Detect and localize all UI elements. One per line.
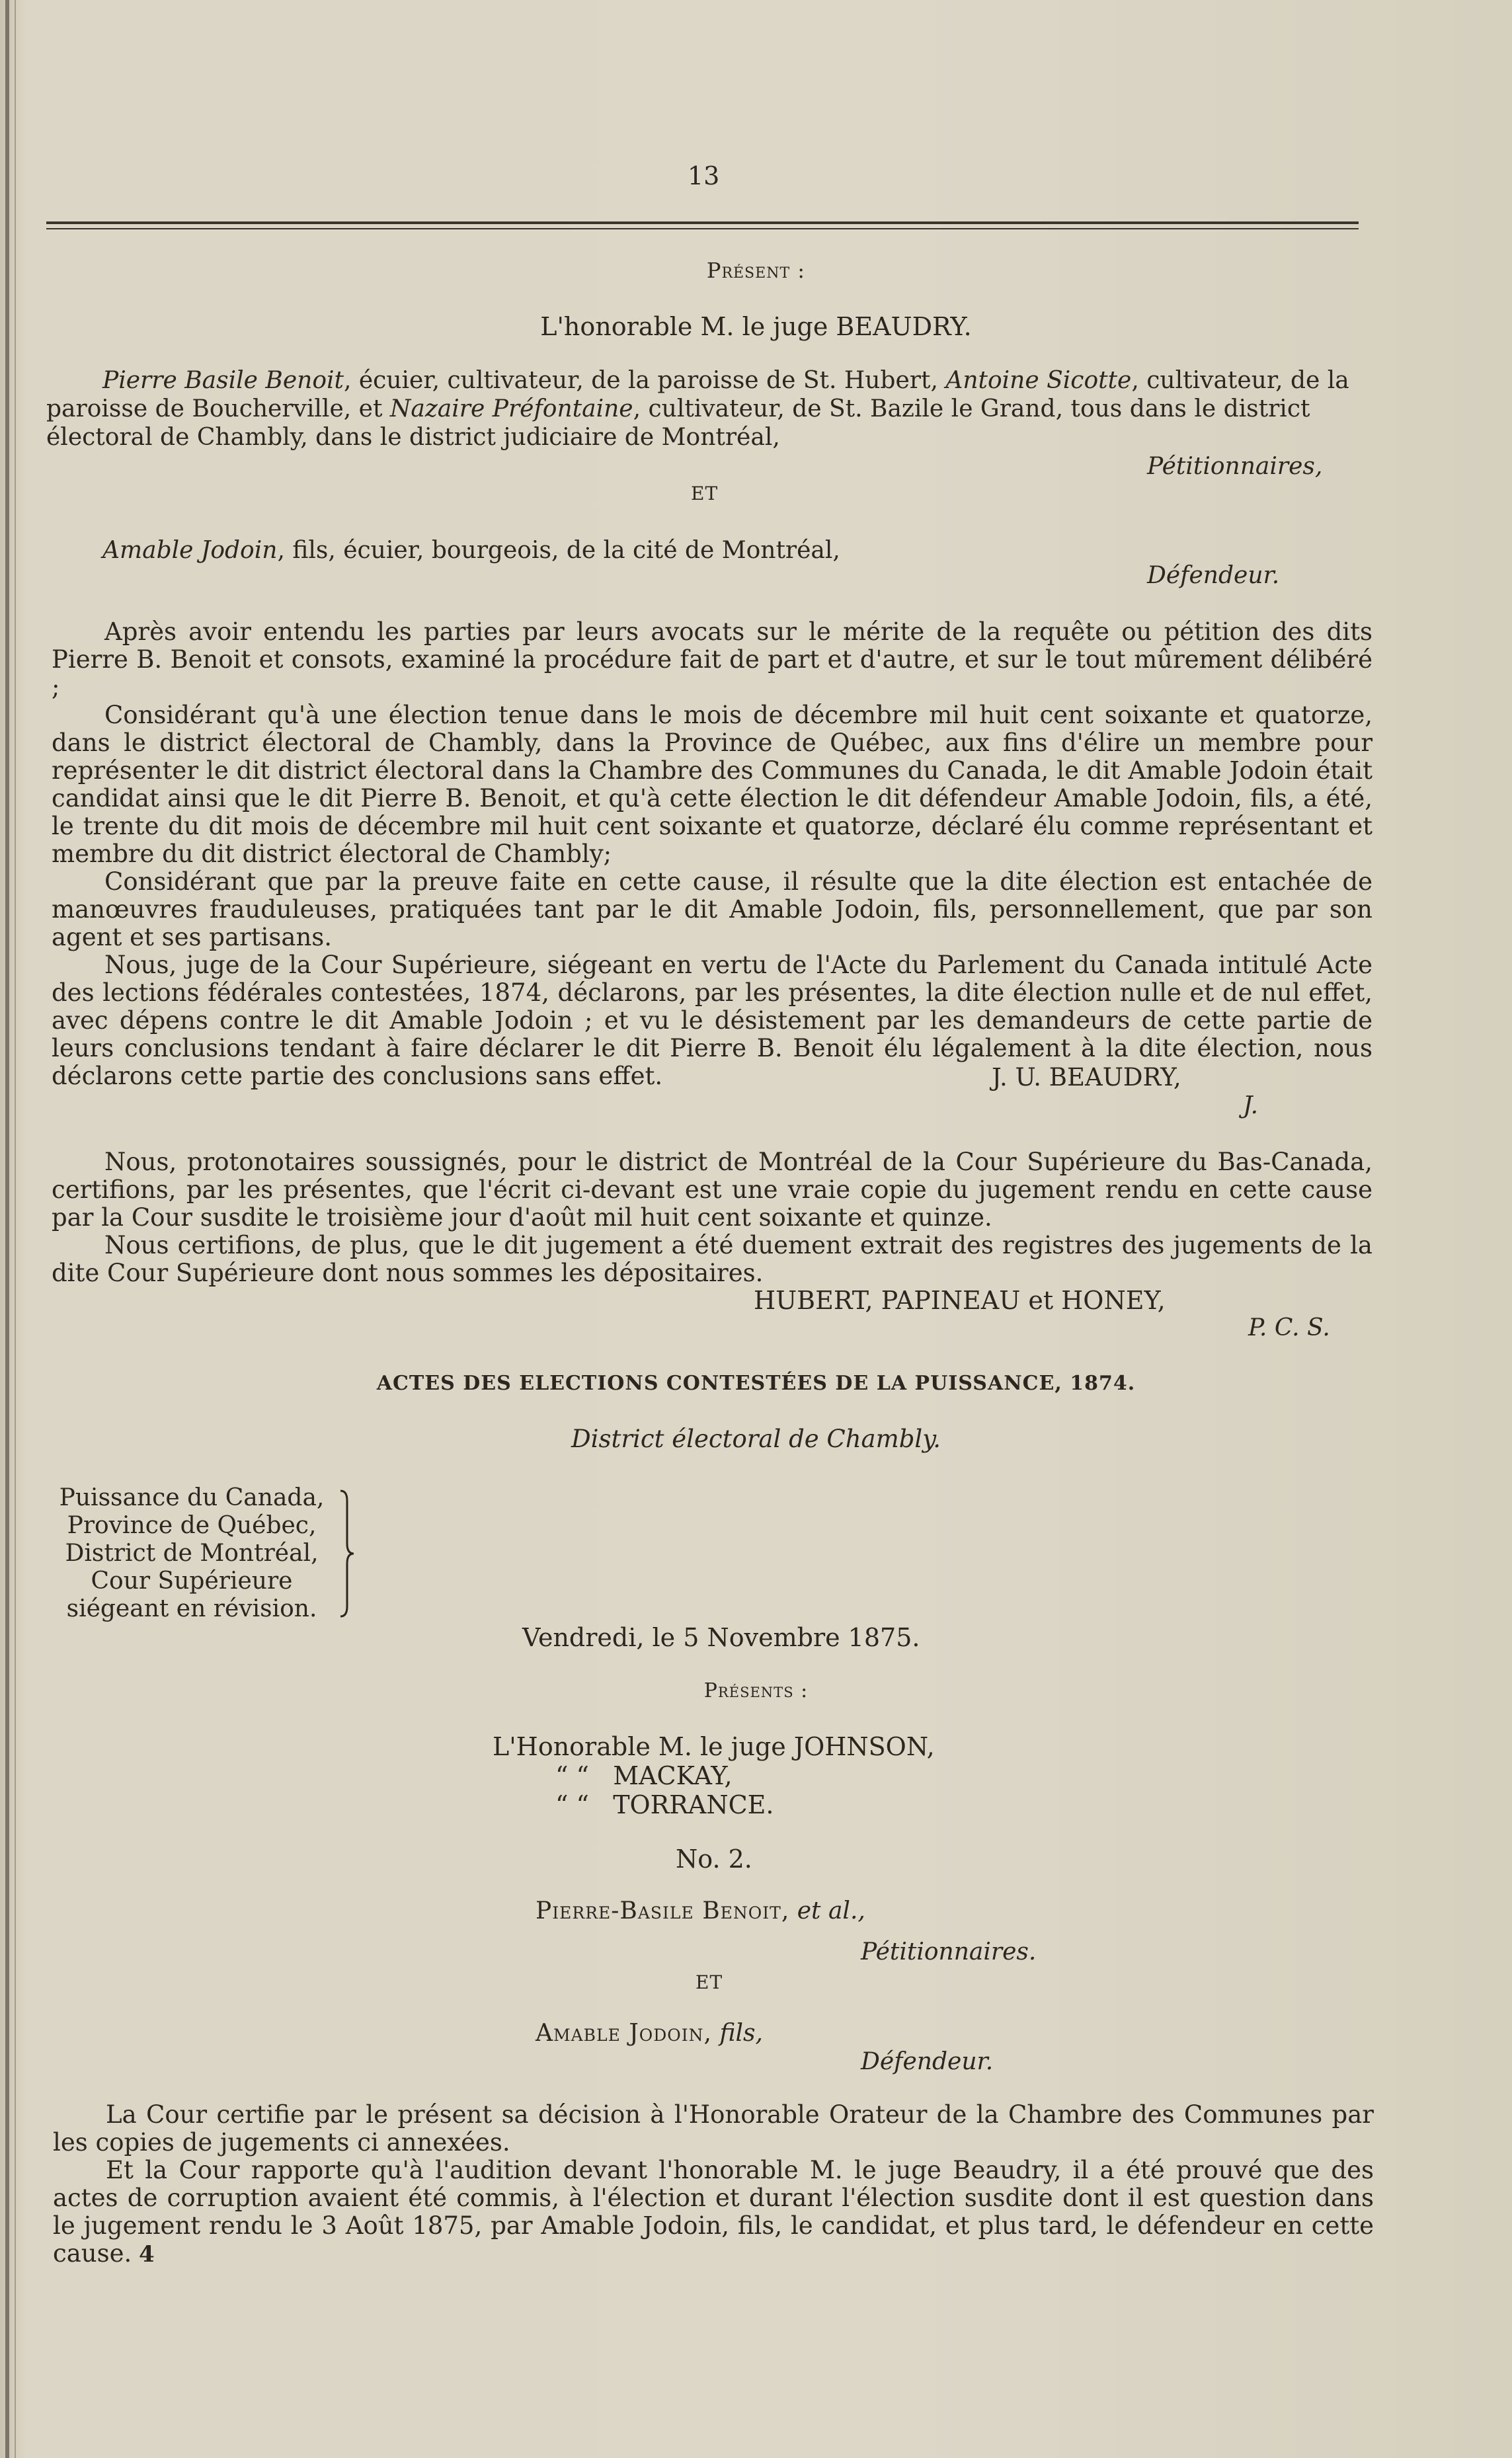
jurisdiction-line: Puissance du Canada, <box>59 1484 325 1511</box>
page-binding-edge-inner <box>15 0 16 2458</box>
judge-row <box>493 1761 935 1790</box>
et-separator: ET <box>696 1971 723 1993</box>
jurisdiction-line: Province de Québec, <box>67 1512 317 1539</box>
petitioner-line <box>536 1897 865 1924</box>
petitioner-desc: , écuier, cultivateur, de la paroisse de St. Hubert, <box>343 367 946 394</box>
petitioner-etal: et al., <box>797 1897 865 1924</box>
judge-prefix: L'Honorable M. le juge <box>493 1732 786 1761</box>
defendant-name: Amable Jodoin <box>102 537 278 564</box>
defendant-suffix: fils, <box>719 2020 763 2047</box>
petitioner-desc: paroisse de Boucherville, et <box>46 395 390 422</box>
judgment-paragraph: Nous, juge de la Cour Supérieure, siégeant en vertu de l'Acte du Parlement du Canada intitulé Acte des lections fédérales contestées, 1874, déclarons, par les présentes, la dite élection nulle et de nul effet, avec dépens contre le dit Amable Jodoin ; et vu le désistement par les demandeurs de cette partie de leurs conclusions tendant à faire déclarer le dit Pierre B. Benoit élu légalement à la dite élection, nous déclarons cette partie des conclusions sans effet. <box>52 951 1373 1090</box>
presiding-judge: L'honorable M. le juge BEAUDRY. <box>540 312 972 341</box>
court-report-paragraph: La Cour certifie par le présent sa décision à l'Honorable Orateur de la Chambre des Communes par les copies de jugements ci annexées. <box>53 2100 1374 2157</box>
judge-signature-title: J. <box>1243 1092 1259 1119</box>
judges-list <box>493 1732 935 1819</box>
judgment-body <box>52 618 1373 1090</box>
defendant-name: Amable Jodoin, <box>536 2020 712 2047</box>
jurisdiction-line: District de Montréal, <box>65 1540 319 1567</box>
petitioner-name: Pierre-Basile Benoit, <box>536 1897 790 1924</box>
brace-mark <box>337 1487 357 1620</box>
court-report-body <box>53 2101 1374 2268</box>
petitioner-desc: , cultivateur, de la <box>1131 367 1349 394</box>
judgment-paragraph: Considérant qu'à une élection tenue dans le mois de décembre mil huit cent soixante et quatorze, dans le district électoral de Chambly, dans la Province de Québec, aux fins d'élire un membre pour représenter le dit district électoral dans la Chambre des Communes du Canada, le dit Amable Jodoin était candidat ainsi que le dit Pierre B. Benoit, et qu'à cette élection le dit défendeur Amable Jodoin, fils, a été, le trente du dit mois de décembre mil huit cent soixante et quatorze, déclaré élu comme représentant et membre du dit district électoral de Chambly; <box>52 701 1373 868</box>
protonotaries-signature: HUBERT, PAPINEAU et HONEY, <box>754 1286 1166 1315</box>
petitioners-line-3: électoral de Chambly, dans le district judiciaire de Montréal, <box>46 424 780 451</box>
certification-body <box>52 1148 1373 1287</box>
court-report-paragraph: Et la Cour rapporte qu'à l'audition devant l'honorable M. le juge Beaudry, il a été prouvé que des actes de corruption avaient été commis, à l'élection et durant l'élection susdite dont il est question dans le jugement rendu le 3 Août 1875, par Amable Jodoin, fils, le candidat, et plus tard, le défendeur en cette cause. <box>53 2156 1374 2268</box>
session-date: Vendredi, le 5 Novembre 1875. <box>522 1623 920 1652</box>
electoral-district: District électoral de Chambly. <box>571 1425 941 1453</box>
judge-name: TORRANCE. <box>613 1790 774 1819</box>
et-separator: ET <box>691 483 719 504</box>
petitioner-name: Nazaire Préfontaine <box>389 395 633 422</box>
judge-prefix: “ “ <box>555 1790 589 1819</box>
header-rule <box>46 221 1359 224</box>
judge-row <box>493 1790 935 1819</box>
signature-mark: 4 <box>139 2241 155 2268</box>
petitioner-desc: , cultivateur, de St. Bazile le Grand, tous dans le district <box>633 395 1310 422</box>
petitioner-name: Antoine Sicotte <box>945 367 1132 394</box>
section-heading: ACTES DES ELECTIONS CONTESTÉES DE LA PUISSANCE, 1874. <box>376 1372 1136 1395</box>
judge-prefix: “ “ <box>555 1761 589 1790</box>
judge-name: MACKAY, <box>613 1761 733 1790</box>
protonotaries-title: P. C. S. <box>1248 1314 1330 1341</box>
defendant-line <box>102 537 840 564</box>
judge-name: JOHNSON, <box>793 1732 935 1761</box>
petitioner-role: Pétitionnaires. <box>861 1938 1037 1965</box>
judgment-paragraph: Considérant que par la preuve faite en cette cause, il résulte que la dite élection est entachée de manœuvres frauduleuses, pratiquées tant par le dit Amable Jodoin, fils, personnellement, que par son agent et ses partisans. <box>52 867 1373 951</box>
page-binding-edge <box>5 0 9 2458</box>
jurisdiction-block <box>50 1484 334 1623</box>
judgment-paragraph: Après avoir entendu les parties par leurs avocats sur le mérite de la requête ou pétition des dits Pierre B. Benoit et consots, examiné la procédure fait de part et d'autre, et sur le tout mûrement délibéré ; <box>52 617 1373 701</box>
defendant-line <box>536 2020 763 2047</box>
jurisdiction-line: Cour Supérieure <box>91 1567 293 1595</box>
page-number: 13 <box>688 161 720 190</box>
petitioners-line-2 <box>46 395 1310 422</box>
defendant-role: Défendeur. <box>1147 562 1280 589</box>
present-heading: Présent : <box>706 258 806 283</box>
petitioners-role: Pétitionnaires, <box>1147 453 1323 480</box>
judge-row <box>493 1732 935 1761</box>
jurisdiction-line: siégeant en révision. <box>66 1595 317 1622</box>
case-number: No. 2. <box>676 1844 752 1874</box>
judge-signature: J. U. BEAUDRY, <box>992 1063 1181 1091</box>
presents-heading: Présents : <box>703 1679 809 1702</box>
header-rule-thin <box>46 228 1359 229</box>
petitioners-line-1 <box>102 367 1349 394</box>
defendant-role: Défendeur. <box>861 2048 994 2075</box>
defendant-desc: , fils, écuier, bourgeois, de la cité de Montréal, <box>277 537 840 564</box>
petitioner-name: Pierre Basile Benoit <box>102 367 344 394</box>
certification-paragraph: Nous, protonotaires soussignés, pour le district de Montréal de la Cour Supérieure du Bas-Canada, certifions, par les présentes, que l'écrit ci-devant est une vraie copie du jugement rendu en cette cause par la Cour susdite le troisième jour d'août mil huit cent soixante et quinze. <box>52 1148 1373 1232</box>
certification-paragraph: Nous certifions, de plus, que le dit jugement a été duement extrait des registres des jugements de la dite Cour Supérieure dont nous sommes les dépositaires. <box>52 1231 1373 1287</box>
